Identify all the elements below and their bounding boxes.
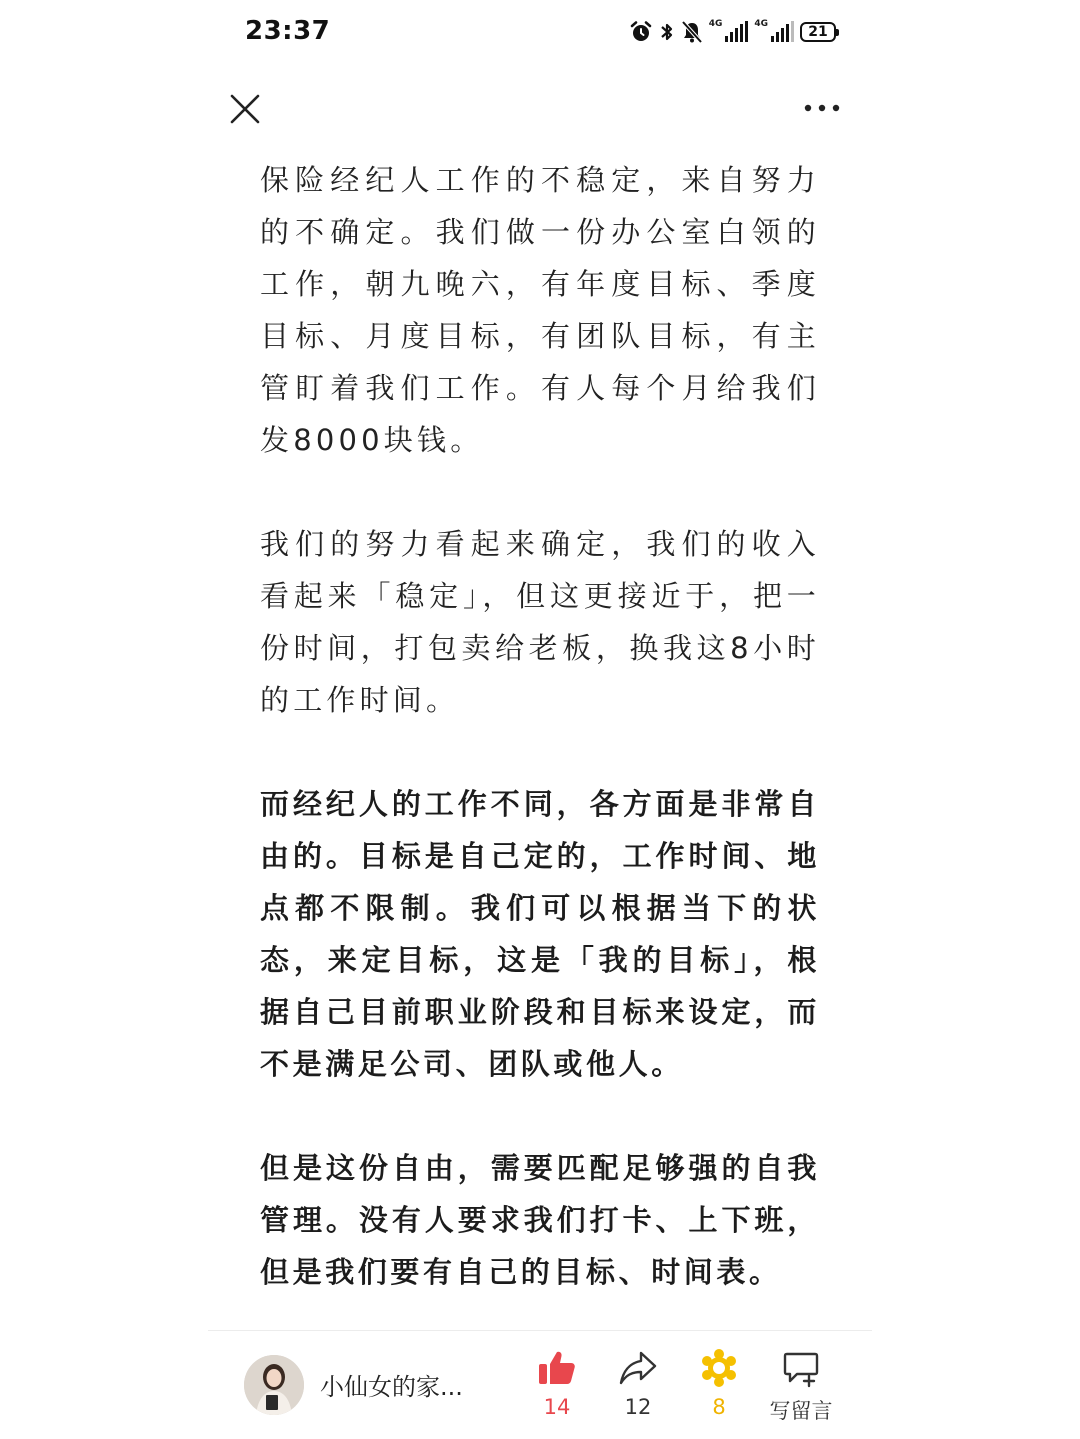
signal-icon — [724, 21, 748, 43]
share-button[interactable] — [598, 1347, 678, 1427]
like-button[interactable] — [517, 1347, 597, 1427]
article-paragraph: 我们的努力看起来确定，我们的收入看起来「稳定」，但这更接近于，把一份时间，打包卖给老板，换我这8小时的工作时间。 — [260, 527, 820, 717]
comment-label: 写留言 — [769, 1399, 833, 1423]
article-body — [260, 154, 820, 1350]
close-icon[interactable] — [228, 92, 262, 126]
bluetooth-icon — [659, 20, 675, 44]
article-paragraph: 但是这份自由，需要匹配足够强的自我管理。没有人要求我们打卡、上下班，但是我们要有自己的目标、时间表。 — [260, 1151, 820, 1289]
article-paragraph: 保险经纪人工作的不稳定，来自努力的不确定。我们做一份办公室白领的工作，朝九晚六，有年度目标、季度目标、月度目标，有团队目标，有主管盯着我们工作。有人每个月给我们发8000块钱。 — [260, 163, 820, 457]
app-screen — [208, 0, 872, 1439]
battery-icon — [800, 22, 836, 42]
signal-1-label: 4G — [708, 18, 723, 29]
status-icons — [629, 18, 836, 46]
status-time: 23:37 — [245, 16, 331, 46]
article-paragraph: 而经纪人的工作不同，各方面是非常自由的。目标是自己定的，工作时间、地点都不限制。我们可以根据当下的状态，来定目标，这是「我的目标」，根据自己目前职业阶段和目标来设定，而不是满足公司、团队或他人。 — [260, 787, 820, 1081]
share-icon — [618, 1348, 658, 1388]
nav-bar — [208, 64, 872, 152]
write-comment-button[interactable] — [761, 1347, 841, 1427]
signal-icon — [770, 21, 794, 43]
like-count: 14 — [543, 1395, 571, 1419]
author-name[interactable]: 小仙女的家... — [320, 1373, 463, 1401]
share-count: 12 — [624, 1395, 652, 1419]
battery-level: 21 — [808, 24, 828, 40]
thumbs-up-icon — [537, 1348, 577, 1388]
comment-add-icon — [781, 1348, 821, 1388]
alarm-icon — [629, 20, 653, 44]
signal-2-label: 4G — [754, 18, 768, 29]
avatar[interactable] — [244, 1355, 304, 1415]
mute-icon — [681, 20, 703, 44]
bottom-action-bar — [208, 1331, 872, 1439]
flower-star-icon — [699, 1348, 739, 1388]
status-bar — [208, 0, 872, 64]
favorite-button[interactable] — [679, 1347, 759, 1427]
favorite-count: 8 — [712, 1395, 726, 1419]
more-icon[interactable] — [802, 96, 842, 120]
